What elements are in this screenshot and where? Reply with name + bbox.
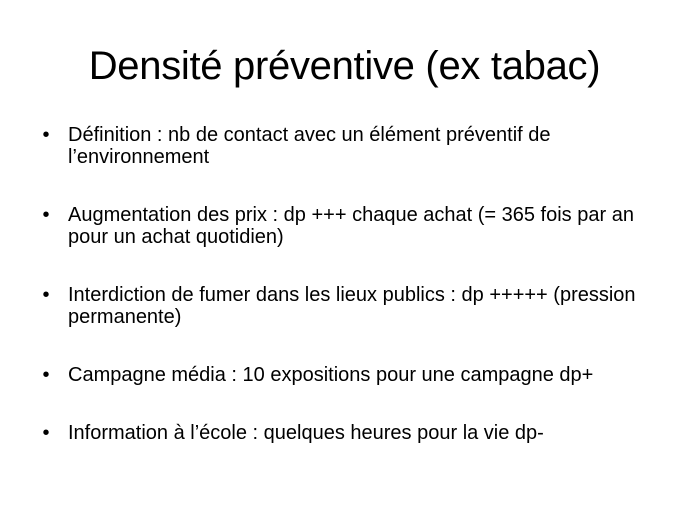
bullet-text: Définition : nb de contact avec un élément préventif de l’environnement: [68, 124, 551, 168]
slide-title: Densité préventive (ex tabac): [88, 44, 601, 88]
bullet-text: Campagne média : 10 expositions pour une campagne dp+: [68, 364, 594, 386]
bullet-list: [40, 124, 640, 480]
bullet-dot-icon: •: [42, 364, 50, 386]
bullet-dot-icon: •: [42, 124, 50, 146]
bullet-dot-icon: •: [42, 422, 50, 444]
bullet-item-definition: [40, 124, 640, 168]
bullet-text: Interdiction de fumer dans les lieux publics : dp +++++ (pression permanente): [68, 284, 636, 328]
bullet-text: Augmentation des prix : dp +++ chaque achat (= 365 fois par an pour un achat quotidien): [68, 204, 634, 248]
bullet-text: Information à l’école : quelques heures pour la vie dp-: [68, 422, 544, 444]
bullet-dot-icon: •: [42, 204, 50, 226]
bullet-dot-icon: •: [42, 284, 50, 306]
bullet-item-ecole: [40, 422, 640, 444]
bullet-item-campagne: [40, 364, 640, 386]
bullet-item-prix: [40, 204, 640, 248]
bullet-item-interdiction: [40, 284, 640, 328]
